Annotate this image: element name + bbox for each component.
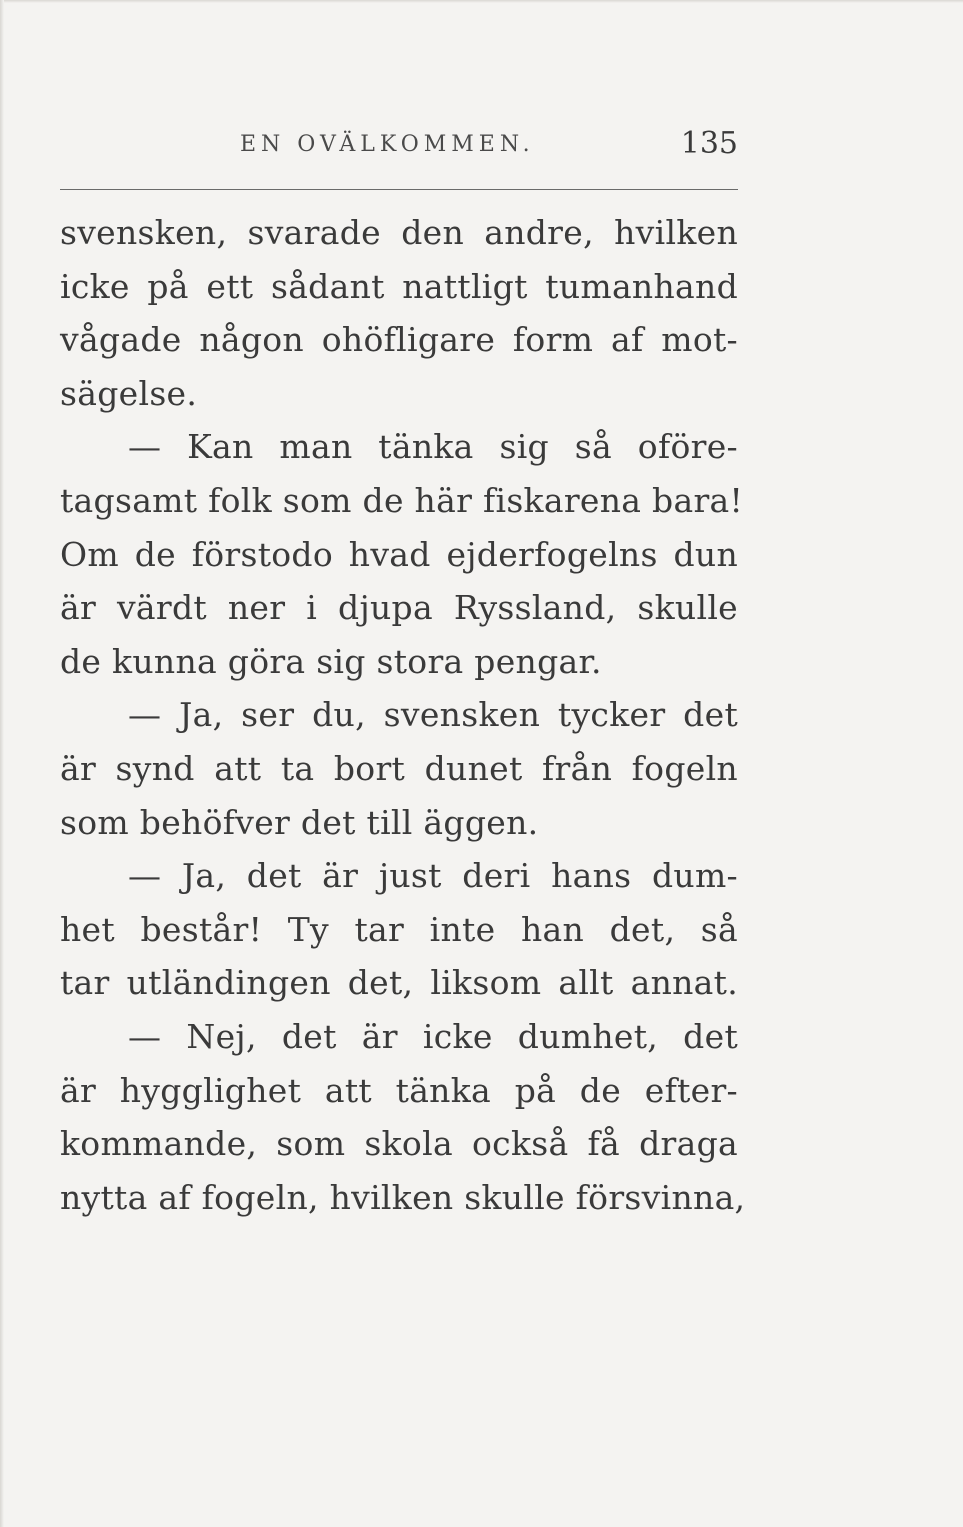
page-top-edge	[0, 0, 963, 3]
text-line: — Kan man tänka sig så oföre-	[128, 427, 738, 467]
text-line: svensken, svarade den andre, hvilken	[60, 213, 738, 252]
running-head: EN OVÄLKOMMEN.	[240, 132, 535, 157]
text-line: är hygglighet att tänka på de efter-	[60, 1070, 738, 1110]
text-line: de kunna göra sig stora pengar.	[60, 641, 602, 681]
text-line: nytta af fogeln, hvilken skulle försvinna,	[60, 1177, 746, 1217]
text-line: Om de förstodo hvad ejderfogelns dun	[60, 534, 738, 574]
text-line: tar utländingen det, liksom allt annat.	[60, 963, 738, 1003]
text-line: — Ja, det är just deri hans dum-	[128, 856, 738, 896]
text-line: kommande, som skola också få draga	[60, 1124, 738, 1164]
text-line: icke på ett sådant nattligt tumanhand	[60, 266, 738, 306]
text-line: — Ja, ser du, svensken tycker det	[128, 695, 738, 735]
text-line: som behöfver det till äggen.	[60, 802, 539, 842]
text-line: sägelse.	[60, 373, 198, 413]
text-line: är värdt ner i djupa Ryssland, skulle	[60, 588, 738, 628]
text-line: tagsamt folk som de här fiskarena bara!	[60, 480, 744, 520]
header-rule	[60, 189, 738, 190]
page-number: 135	[680, 126, 738, 161]
text-line: het består! Ty tar inte han det, så	[60, 909, 738, 949]
text-line: vågade någon ohöfligare form af mot-	[60, 320, 738, 360]
text-line: — Nej, det är icke dumhet, det	[128, 1016, 738, 1056]
text-line: är synd att ta bort dunet från fogeln	[60, 748, 738, 788]
page-left-edge	[0, 0, 4, 1527]
body-text	[60, 206, 746, 1224]
page-header	[60, 118, 738, 174]
